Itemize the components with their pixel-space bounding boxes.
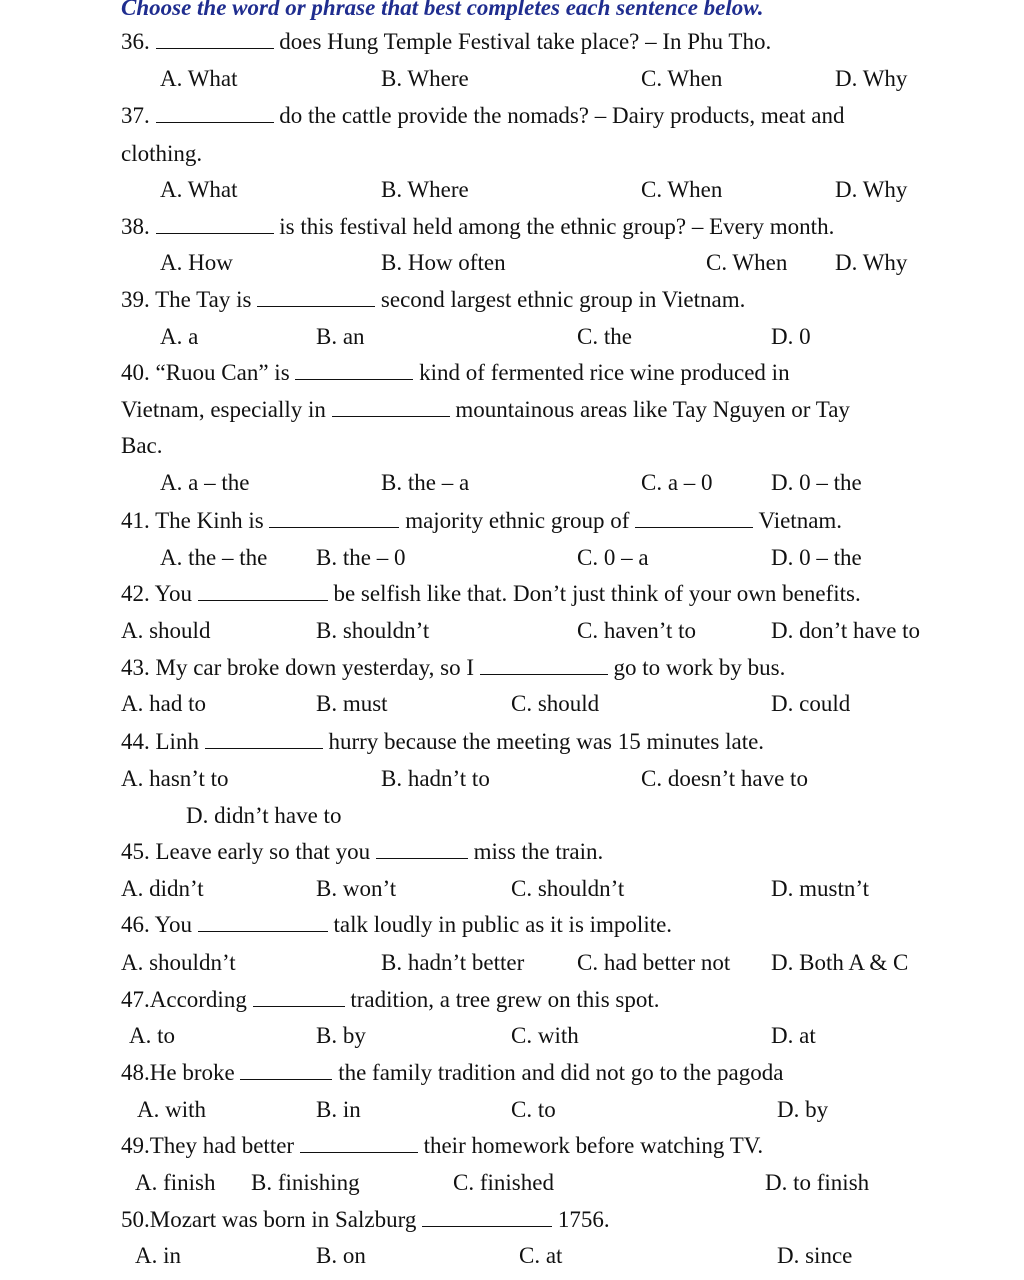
question-43 bbox=[121, 654, 785, 682]
option-d[interactable]: D. Why bbox=[835, 250, 908, 275]
option-c[interactable]: C. When bbox=[641, 66, 723, 91]
option-d[interactable]: D. don’t have to bbox=[771, 618, 921, 643]
question-text: 47.According bbox=[121, 987, 247, 1012]
question-text: second largest ethnic group in Vietnam. bbox=[380, 287, 746, 312]
question-36 bbox=[121, 28, 771, 56]
question-text: 43. My car broke down yesterday, so I bbox=[121, 655, 474, 680]
answer-blank[interactable] bbox=[269, 507, 399, 528]
option-d[interactable]: D. didn’t have to bbox=[186, 803, 342, 828]
option-b[interactable]: B. Where bbox=[381, 66, 469, 91]
answer-blank[interactable] bbox=[376, 838, 468, 859]
question-text: 46. You bbox=[121, 912, 192, 937]
option-a[interactable]: A. with bbox=[137, 1097, 206, 1122]
option-a[interactable]: A. had to bbox=[121, 691, 206, 716]
question-41 bbox=[121, 507, 842, 535]
question-number: 38. bbox=[121, 214, 150, 239]
option-a[interactable]: A. didn’t bbox=[121, 876, 204, 901]
answer-blank[interactable] bbox=[156, 213, 274, 234]
option-c[interactable]: C. haven’t to bbox=[577, 618, 697, 643]
question-44 bbox=[121, 728, 764, 756]
option-c[interactable]: C. with bbox=[511, 1023, 579, 1048]
option-c[interactable]: C. to bbox=[511, 1097, 556, 1122]
option-d[interactable]: D. at bbox=[771, 1023, 816, 1048]
question-text: is this festival held among the ethnic group? – Every month. bbox=[279, 214, 835, 239]
option-d[interactable]: D. since bbox=[777, 1243, 853, 1268]
question-text: 42. You bbox=[121, 581, 192, 606]
option-a[interactable]: A. hasn’t to bbox=[121, 766, 229, 791]
option-d[interactable]: D. by bbox=[777, 1097, 829, 1122]
question-number: 36. bbox=[121, 29, 150, 54]
question-text: 45. Leave early so that you bbox=[121, 839, 371, 864]
question-text: the family tradition and did not go to the pagoda bbox=[338, 1060, 784, 1085]
answer-blank[interactable] bbox=[156, 102, 274, 123]
option-a[interactable]: A. finish bbox=[135, 1170, 216, 1195]
option-c[interactable]: C. a – 0 bbox=[641, 470, 713, 495]
question-text: go to work by bus. bbox=[613, 655, 786, 680]
option-d[interactable]: D. could bbox=[771, 691, 851, 716]
answer-blank[interactable] bbox=[257, 286, 375, 307]
question-text: 40. “Ruou Can” is bbox=[121, 360, 290, 385]
option-c[interactable]: C. the bbox=[577, 324, 632, 349]
question-text: 39. The Tay is bbox=[121, 287, 252, 312]
option-c[interactable]: C. doesn’t have to bbox=[641, 766, 808, 791]
option-c[interactable]: C. at bbox=[519, 1243, 563, 1268]
answer-blank[interactable] bbox=[295, 359, 413, 380]
question-text: kind of fermented rice wine produced in bbox=[419, 360, 790, 385]
question-42 bbox=[121, 580, 861, 608]
option-b[interactable]: B. an bbox=[316, 324, 365, 349]
answer-blank[interactable] bbox=[253, 986, 345, 1007]
option-b[interactable]: B. the – a bbox=[381, 470, 470, 495]
option-a[interactable]: A. should bbox=[121, 618, 211, 643]
question-40-line-2 bbox=[121, 396, 850, 424]
answer-blank[interactable] bbox=[156, 28, 274, 49]
option-c[interactable]: C. 0 – a bbox=[577, 545, 649, 570]
answer-blank[interactable] bbox=[480, 654, 608, 675]
question-38 bbox=[121, 213, 834, 241]
option-d[interactable]: D. Why bbox=[835, 66, 908, 91]
question-text-continued: clothing. bbox=[121, 141, 203, 166]
option-d[interactable]: D. Both A & C bbox=[771, 950, 909, 975]
question-text: 50.Mozart was born in Salzburg bbox=[121, 1207, 417, 1232]
option-b[interactable]: B. How often bbox=[381, 250, 506, 275]
option-a[interactable]: A. shouldn’t bbox=[121, 950, 236, 975]
option-c[interactable]: C. had better not bbox=[577, 950, 731, 975]
question-text-continued: Bac. bbox=[121, 433, 163, 458]
option-a[interactable]: A. in bbox=[135, 1243, 181, 1268]
option-d[interactable]: D. 0 – the bbox=[771, 470, 862, 495]
option-d[interactable]: D. 0 bbox=[771, 324, 811, 349]
option-b[interactable]: B. won’t bbox=[316, 876, 397, 901]
option-a[interactable]: A. the – the bbox=[160, 545, 268, 570]
question-text: talk loudly in public as it is impolite. bbox=[333, 912, 673, 937]
option-b[interactable]: B. on bbox=[316, 1243, 366, 1268]
question-text: their homework before watching TV. bbox=[423, 1133, 764, 1158]
option-b[interactable]: B. the – 0 bbox=[316, 545, 406, 570]
question-text: Vietnam, especially in bbox=[121, 397, 326, 422]
question-text: 41. The Kinh is bbox=[121, 508, 264, 533]
question-text: be selfish like that. Don’t just think of your own benefits. bbox=[333, 581, 861, 606]
answer-blank[interactable] bbox=[198, 580, 328, 601]
option-c[interactable]: C. When bbox=[706, 250, 788, 275]
question-47 bbox=[121, 986, 659, 1014]
option-c[interactable]: C. shouldn’t bbox=[511, 876, 625, 901]
answer-blank[interactable] bbox=[422, 1206, 552, 1227]
answer-blank[interactable] bbox=[332, 396, 450, 417]
option-a[interactable]: A. a – the bbox=[160, 470, 250, 495]
option-d[interactable]: D. to finish bbox=[765, 1170, 870, 1195]
option-b[interactable]: B. must bbox=[316, 691, 388, 716]
option-b[interactable]: B. finishing bbox=[251, 1170, 360, 1195]
question-text: miss the train. bbox=[473, 839, 604, 864]
question-40 bbox=[121, 359, 790, 387]
option-c[interactable]: C. When bbox=[641, 177, 723, 202]
question-text: mountainous areas like Tay Nguyen or Tay bbox=[455, 397, 850, 422]
answer-blank[interactable] bbox=[240, 1059, 332, 1080]
answer-blank[interactable] bbox=[198, 911, 328, 932]
question-text: 44. Linh bbox=[121, 729, 199, 754]
option-c[interactable]: C. should bbox=[511, 691, 600, 716]
question-48 bbox=[121, 1059, 783, 1087]
option-d[interactable]: D. 0 – the bbox=[771, 545, 862, 570]
answer-blank[interactable] bbox=[635, 507, 753, 528]
question-45 bbox=[121, 838, 603, 866]
question-50 bbox=[121, 1206, 610, 1234]
question-text: 1756. bbox=[557, 1207, 610, 1232]
instructions-heading: Choose the word or phrase that best completes each sentence below. bbox=[121, 0, 764, 20]
question-text: does Hung Temple Festival take place? – In Phu Tho. bbox=[279, 29, 772, 54]
option-b[interactable]: B. hadn’t to bbox=[381, 766, 490, 791]
option-d[interactable]: D. Why bbox=[835, 177, 908, 202]
option-d[interactable]: D. mustn’t bbox=[771, 876, 869, 901]
option-a[interactable]: A. to bbox=[129, 1023, 175, 1048]
option-b[interactable]: B. shouldn’t bbox=[316, 618, 430, 643]
question-39 bbox=[121, 286, 745, 314]
question-37 bbox=[121, 102, 845, 130]
option-a[interactable]: A. a bbox=[160, 324, 199, 349]
question-text: Vietnam. bbox=[758, 508, 843, 533]
option-c[interactable]: C. finished bbox=[453, 1170, 554, 1195]
option-b[interactable]: B. Where bbox=[381, 177, 469, 202]
question-text: tradition, a tree grew on this spot. bbox=[350, 987, 660, 1012]
option-a[interactable]: A. How bbox=[160, 250, 233, 275]
question-text: 48.He broke bbox=[121, 1060, 235, 1085]
option-b[interactable]: B. by bbox=[316, 1023, 366, 1048]
question-49 bbox=[121, 1132, 763, 1160]
option-b[interactable]: B. in bbox=[316, 1097, 361, 1122]
question-number: 37. bbox=[121, 103, 150, 128]
question-text: 49.They had better bbox=[121, 1133, 295, 1158]
option-a[interactable]: A. What bbox=[160, 66, 238, 91]
question-text: do the cattle provide the nomads? – Dairy products, meat and bbox=[279, 103, 845, 128]
option-b[interactable]: B. hadn’t better bbox=[381, 950, 525, 975]
question-text: majority ethnic group of bbox=[405, 508, 630, 533]
option-a[interactable]: A. What bbox=[160, 177, 238, 202]
question-46 bbox=[121, 911, 672, 939]
question-text: hurry because the meeting was 15 minutes late. bbox=[328, 729, 765, 754]
answer-blank[interactable] bbox=[300, 1132, 418, 1153]
answer-blank[interactable] bbox=[205, 728, 323, 749]
